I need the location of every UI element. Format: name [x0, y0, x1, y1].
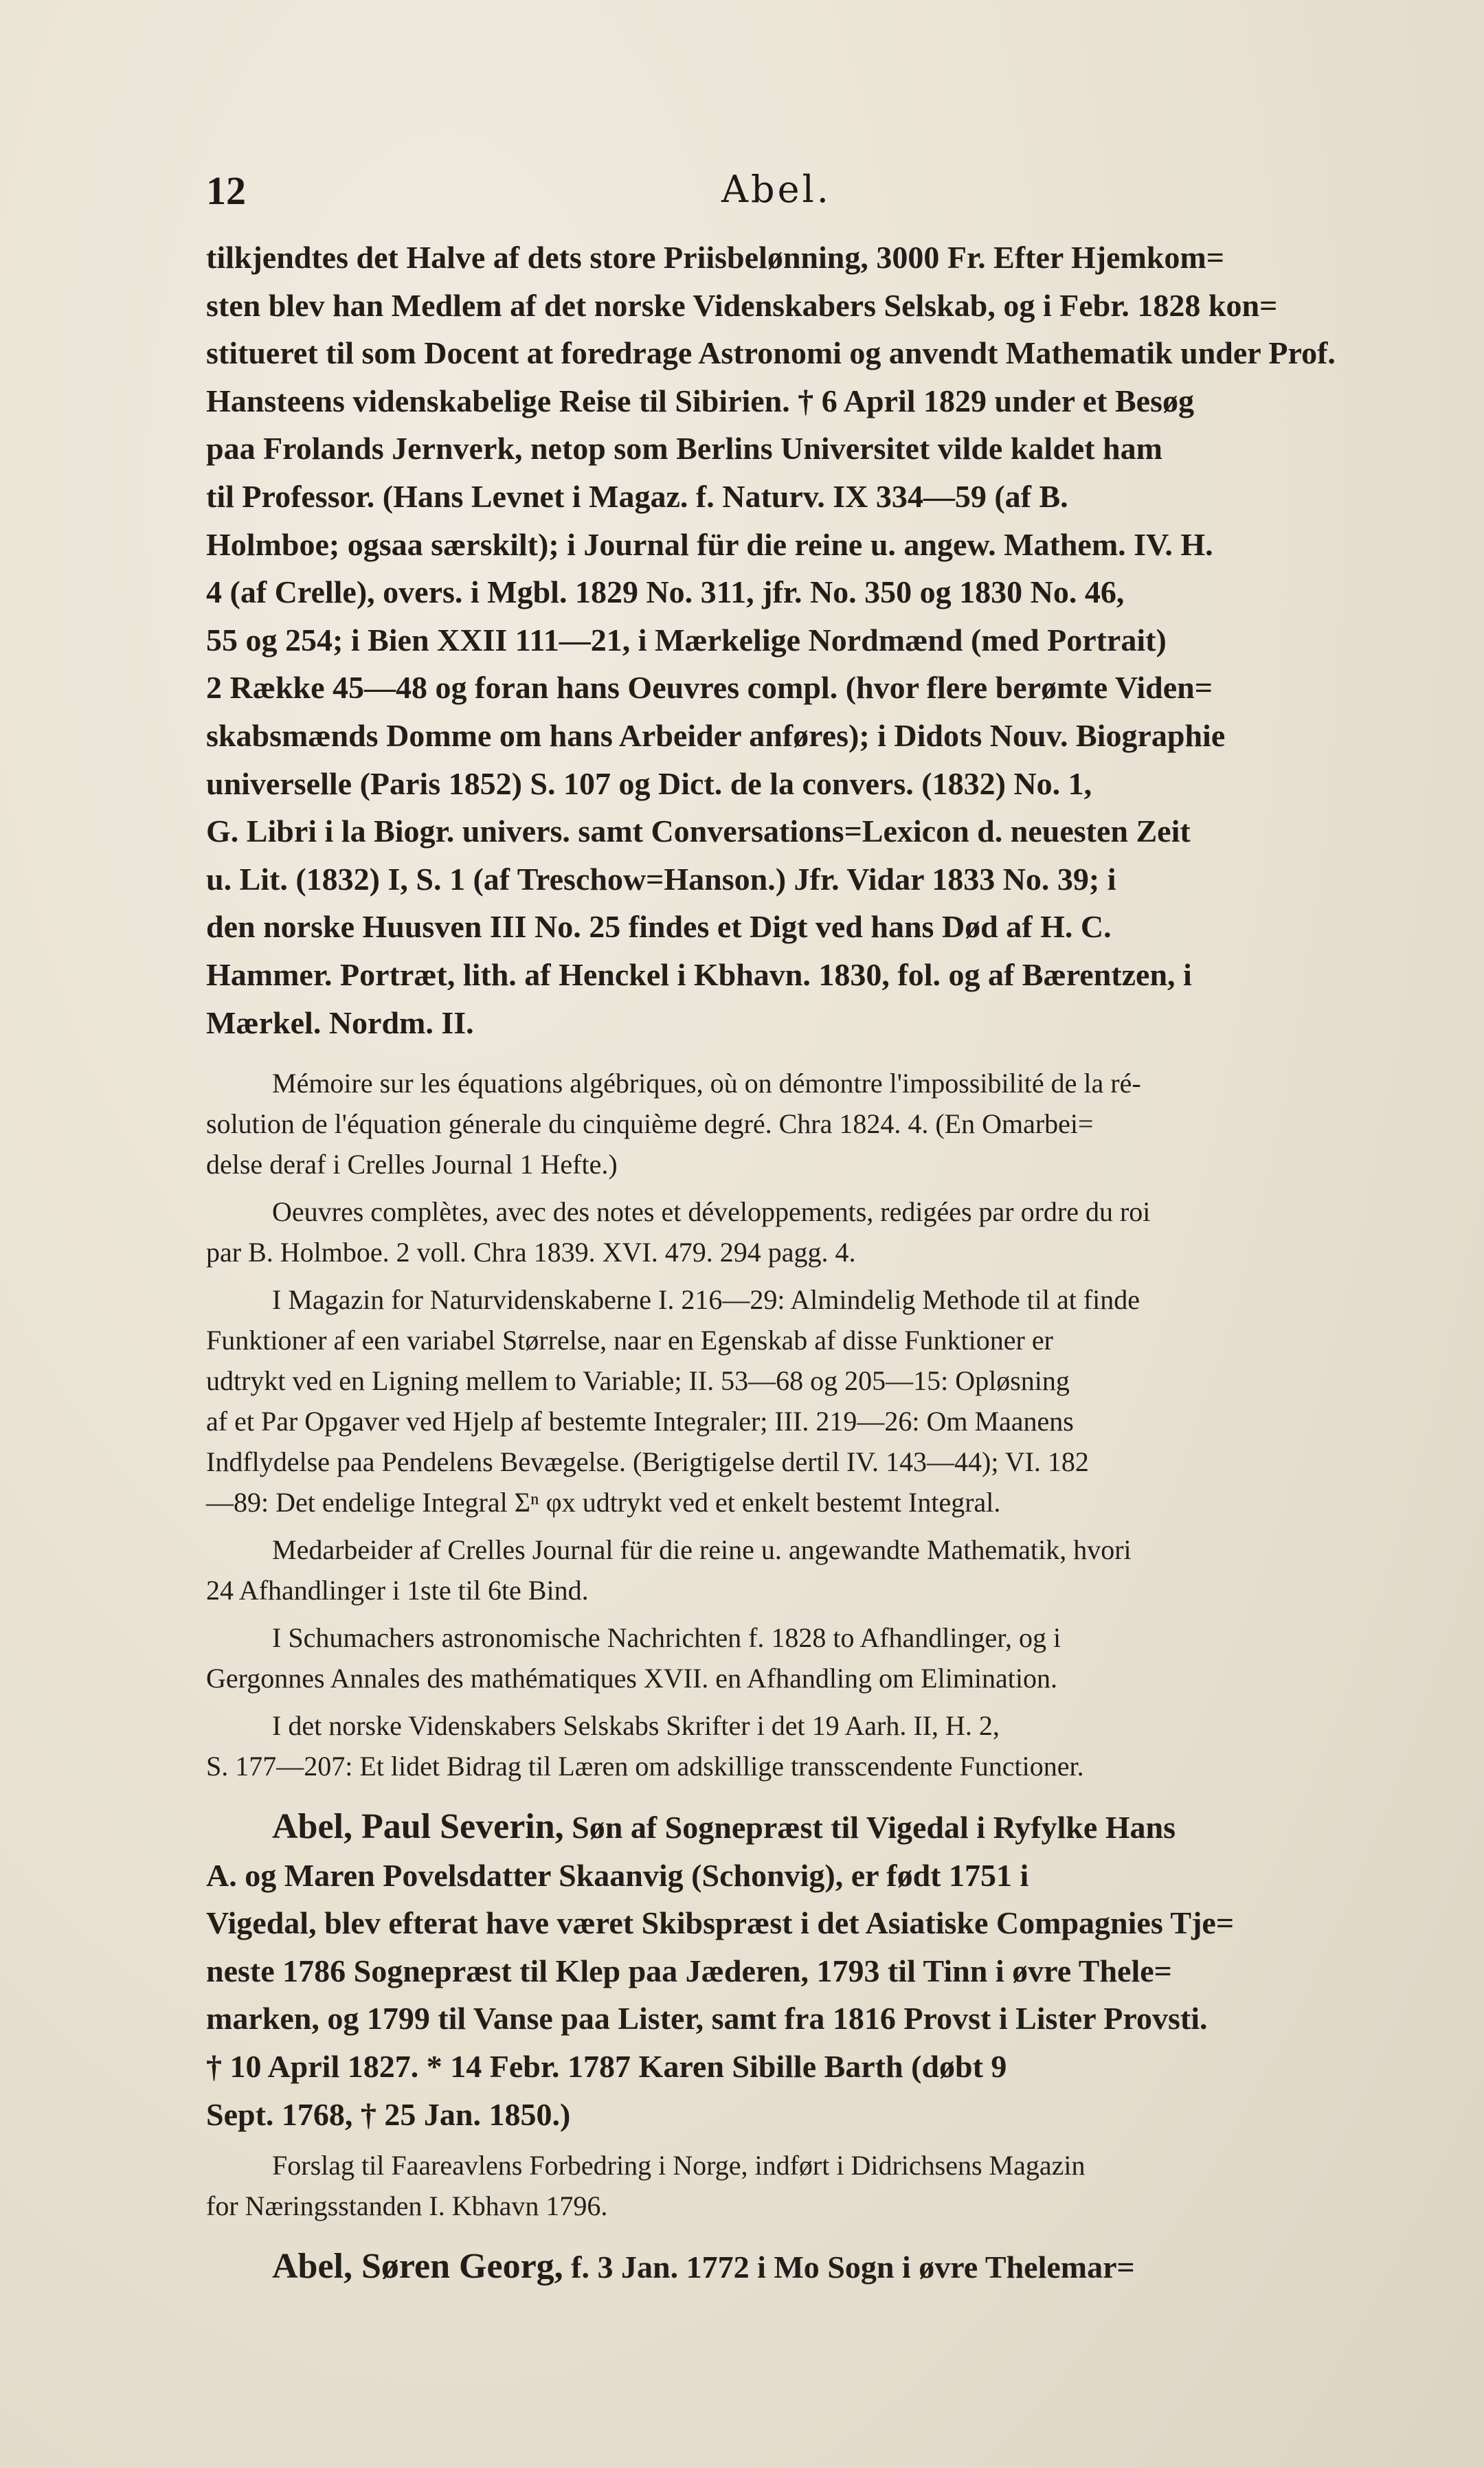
- work-line: Medarbeider af Crelles Journal für die reine u. angewandte Mathematik, hvori: [272, 1534, 1132, 1566]
- page-number: 12: [206, 168, 246, 213]
- text-line: G. Libri i la Biogr. univers. samt Conversations=Lexicon d. neuesten Zeit: [206, 814, 1191, 849]
- work-line: par B. Holmboe. 2 voll. Chra 1839. XVI. 479. 294 pagg. 4.: [206, 1237, 856, 1268]
- text-line: 4 (af Crelle), overs. i Mgbl. 1829 No. 311, jfr. No. 350 og 1830 No. 46,: [206, 574, 1125, 610]
- text-line: neste 1786 Sognepræst til Klep paa Jæderen, 1793 til Tinn i øvre Thele=: [206, 1953, 1172, 1988]
- work-line: 24 Afhandlinger i 1ste til 6te Bind.: [206, 1575, 589, 1606]
- entry-first-line: [206, 2243, 1347, 2291]
- text-line: paa Frolands Jernverk, netop som Berlins Universitet vilde kaldet ham: [206, 431, 1162, 467]
- entry-headword: Abel, Paul Severin,: [272, 1807, 564, 1847]
- work-item: [206, 1705, 1347, 1786]
- work-line: I Schumachers astronomische Nachrichten f. 1828 to Afhandlinger, og i: [272, 1622, 1061, 1654]
- work-line: udtrykt ved en Ligning mellem to Variable; II. 53—68 og 205—15: Opløsning: [206, 1365, 1070, 1397]
- entry-abel-paul-severin: [206, 1803, 1347, 2138]
- text-line: sten blev han Medlem af det norske Videnskabers Selskab, og i Febr. 1828 kon=: [206, 287, 1278, 323]
- text-line: marken, og 1799 til Vanse paa Lister, samt fra 1816 Provst i Lister Provsti.: [206, 2001, 1208, 2037]
- text-line: 55 og 254; i Bien XXII 111—21, i Mærkelige Nordmænd (med Portrait): [206, 622, 1167, 658]
- text-line: Sept. 1768, † 25 Jan. 1850.): [206, 2096, 571, 2132]
- text-line: Vigedal, blev efterat have været Skibspræst i det Asiatiske Compagnies Tje=: [206, 1905, 1235, 1941]
- entry-first-line: [206, 1803, 1347, 1852]
- page-header: [206, 151, 1347, 234]
- work-line: —89: Det endelige Integral Σⁿ φx udtrykt ved et enkelt bestemt Integral.: [206, 1487, 1001, 1518]
- work-line: af et Par Opgaver ved Hjelp af bestemte Integraler; III. 219—26: Om Maanens: [206, 1406, 1074, 1437]
- work-line: I Magazin for Naturvidenskaberne I. 216—29: Almindelig Methode til at finde: [272, 1284, 1140, 1316]
- work-line: Funktioner af een variabel Størrelse, naar en Egenskab af disse Funktioner er: [206, 1325, 1053, 1356]
- work-line: Gergonnes Annales des mathématiques XVII. en Afhandling om Elimination.: [206, 1663, 1058, 1694]
- entry-text: Søn af Sognepræst til Vigedal i Ryfylke Hans: [563, 1810, 1176, 1846]
- entry-text: f. 3 Jan. 1772 i Mo Sogn i øvre Thelemar=: [563, 2250, 1135, 2285]
- work-line: Oeuvres complètes, avec des notes et développements, redigées par ordre du roi: [272, 1196, 1151, 1228]
- text-line: Hansteens videnskabelige Reise til Sibirien. † 6 April 1829 under et Besøg: [206, 383, 1194, 418]
- running-head: Abel.: [721, 168, 831, 211]
- text-line: Mærkel. Nordm. II.: [206, 1005, 474, 1040]
- works-list: [206, 2145, 1347, 2226]
- text-column: [206, 151, 1347, 2291]
- text-line: skabsmænds Domme om hans Arbeider anføres); i Didots Nouv. Biographie: [206, 717, 1226, 753]
- text-line: † 10 April 1827. * 14 Febr. 1787 Karen Sibille Barth (døbt 9: [206, 2049, 1007, 2085]
- work-item: [206, 1191, 1347, 1272]
- text-line: til Professor. (Hans Levnet i Magaz. f. Naturv. IX 334—59 (af B.: [206, 478, 1068, 514]
- text-line: u. Lit. (1832) I, S. 1 (af Treschow=Hanson.) Jfr. Vidar 1833 No. 39; i: [206, 861, 1116, 897]
- works-list: [206, 1063, 1347, 1786]
- entry-headword: Abel, Søren Georg,: [272, 2247, 563, 2287]
- work-line: for Næringsstanden I. Kbhavn 1796.: [206, 2190, 608, 2222]
- work-item: [206, 1529, 1347, 1611]
- text-line: A. og Maren Povelsdatter Skaanvig (Schonvig), er født 1751 i: [206, 1857, 1029, 1893]
- text-line: tilkjendtes det Halve af dets store Priisbelønning, 3000 Fr. Efter Hjemkom=: [206, 240, 1224, 275]
- work-line: Forslag til Faareavlens Forbedring i Norge, indført i Didrichsens Magazin: [272, 2150, 1086, 2181]
- work-line: I det norske Videnskabers Selskabs Skrifter i det 19 Aarh. II, H. 2,: [272, 1710, 1000, 1742]
- text-line: Hammer. Portræt, lith. af Henckel i Kbhavn. 1830, fol. og af Bærentzen, i: [206, 956, 1192, 992]
- entry-abel-niels-henrik-continued: [206, 234, 1347, 1046]
- work-line: Indflydelse paa Pendelens Bevægelse. (Berigtigelse dertil IV. 143—44); VI. 182: [206, 1446, 1089, 1478]
- entry-abel-soren-georg: [206, 2243, 1347, 2291]
- text-line: 2 Række 45—48 og foran hans Oeuvres compl. (hvor flere berømte Viden=: [206, 670, 1213, 706]
- text-line: universelle (Paris 1852) S. 107 og Dict. de la convers. (1832) No. 1,: [206, 765, 1092, 801]
- work-line: S. 177—207: Et lidet Bidrag til Læren om adskillige transscendente Functioner.: [206, 1751, 1084, 1782]
- work-line: Mémoire sur les équations algébriques, où on démontre l'impossibilité de la ré-: [272, 1068, 1141, 1099]
- work-item: [206, 1279, 1347, 1523]
- text-line: den norske Huusven III No. 25 findes et Digt ved hans Død af H. C.: [206, 909, 1112, 945]
- work-item: [206, 1063, 1347, 1185]
- text-line: Holmboe; ogsaa særskilt); i Journal für die reine u. angew. Mathem. IV. H.: [206, 526, 1213, 562]
- work-line: delse deraf i Crelles Journal 1 Hefte.): [206, 1149, 618, 1180]
- work-line: solution de l'équation génerale du cinquième degré. Chra 1824. 4. (En Omarbei=: [206, 1108, 1094, 1140]
- text-line: stitueret til som Docent at foredrage Astronomi og anvendt Mathematik under Prof.: [206, 335, 1336, 371]
- work-item: [206, 1617, 1347, 1698]
